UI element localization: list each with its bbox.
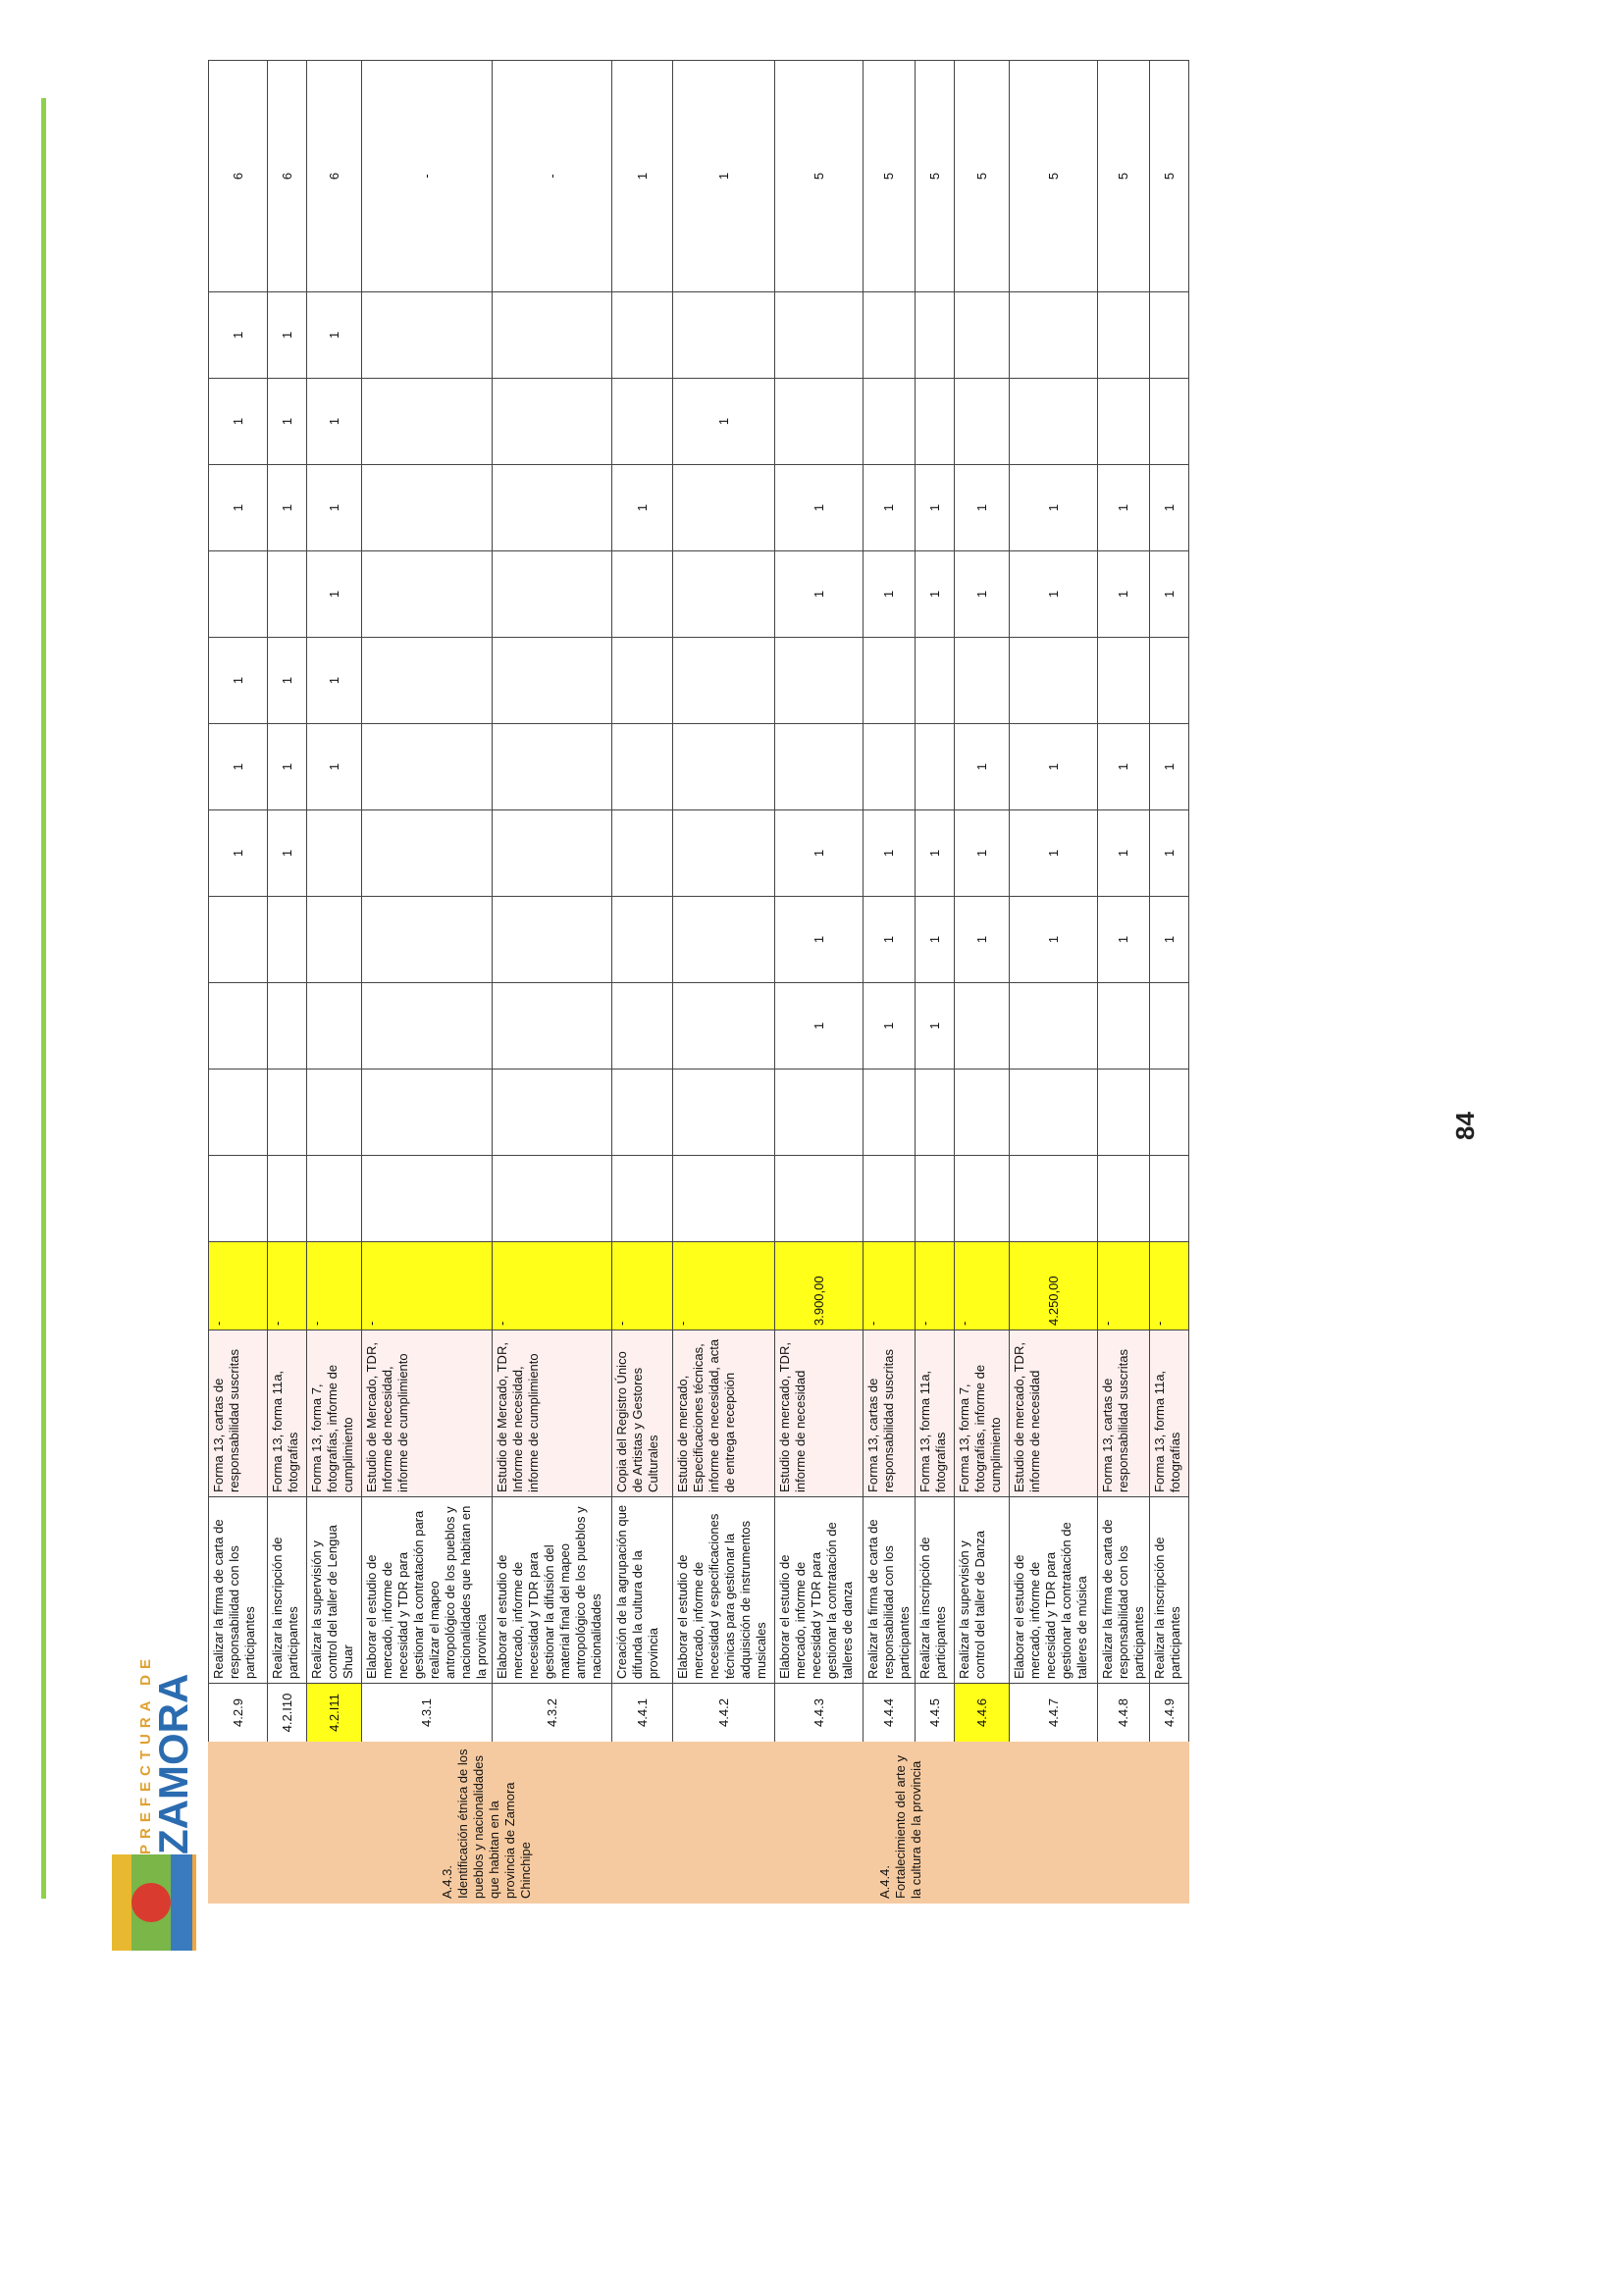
month-cell [307, 897, 362, 983]
total-cell: 6 [307, 61, 362, 292]
month-cell [916, 1156, 955, 1242]
activity-description: Realizar la inscripción de participantes [916, 1497, 955, 1684]
month-cell [1150, 638, 1189, 724]
activity-code: 4.4.4 [864, 1684, 916, 1743]
month-cell [307, 983, 362, 1070]
month-cell [209, 897, 268, 983]
month-cell [864, 292, 916, 379]
table-row [673, 61, 775, 1904]
month-cell [209, 983, 268, 1070]
month-cell: 1 [775, 465, 864, 551]
month-cell [1150, 379, 1189, 465]
month-cell [673, 897, 775, 983]
budget-cell: - [268, 1242, 307, 1331]
month-cell [209, 1156, 268, 1242]
month-cell [673, 1070, 775, 1156]
month-cell [1010, 983, 1098, 1070]
activity-description: Realizar la firma de carta de responsabilidad con los participantes [209, 1497, 268, 1684]
activity-description: Elaborar el estudio de mercado, informe de necesidad y especificaciones técnicas para gestionar la adquisición de instrumentos musicales [673, 1497, 775, 1684]
total-cell: - [493, 61, 612, 292]
page-margin-line [41, 98, 46, 1899]
month-cell [673, 465, 775, 551]
month-cell: 1 [209, 379, 268, 465]
month-cell [612, 983, 673, 1070]
month-cell: 1 [916, 465, 955, 551]
month-cell: 1 [916, 810, 955, 897]
month-cell: 1 [1150, 551, 1189, 638]
month-cell [673, 810, 775, 897]
activity-code: 4.4.9 [1150, 1684, 1189, 1743]
activity-description: Realizar la firma de carta de responsabilidad con los participantes [864, 1497, 916, 1684]
month-cell: 1 [775, 810, 864, 897]
month-cell [612, 897, 673, 983]
total-cell: 6 [209, 61, 268, 292]
month-cell [1098, 292, 1150, 379]
month-cell [673, 292, 775, 379]
month-cell: 1 [612, 465, 673, 551]
month-cell [1098, 638, 1150, 724]
month-cell: 1 [864, 810, 916, 897]
month-cell: 1 [955, 897, 1010, 983]
month-cell [1098, 983, 1150, 1070]
month-cell: 1 [209, 465, 268, 551]
month-cell [864, 379, 916, 465]
month-cell [362, 638, 493, 724]
verification-means: Forma 13, forma 11a, fotografías [268, 1331, 307, 1497]
month-cell: 1 [307, 724, 362, 810]
verification-means: Forma 13, forma 11a, fotografías [916, 1331, 955, 1497]
month-cell [612, 551, 673, 638]
month-cell [1150, 1070, 1189, 1156]
table-row [1010, 61, 1098, 1904]
total-cell: - [362, 61, 493, 292]
verification-means: Estudio de Mercado, TDR, Informe de necesidad, informe de cumplimiento [493, 1331, 612, 1497]
month-cell: 1 [864, 897, 916, 983]
month-cell [775, 1156, 864, 1242]
activity-description: Realizar la inscripción de participantes [1150, 1497, 1189, 1684]
verification-means: Forma 13, forma 7, fotografías, informe de cumplimiento [307, 1331, 362, 1497]
month-cell [268, 983, 307, 1070]
table-row [864, 61, 916, 1904]
month-cell: 1 [209, 292, 268, 379]
budget-cell: - [673, 1242, 775, 1331]
lead-cell [209, 1743, 362, 1904]
month-cell: 1 [775, 983, 864, 1070]
month-cell [362, 724, 493, 810]
month-cell: 1 [1010, 810, 1098, 897]
budget-cell: - [209, 1242, 268, 1331]
month-cell: 1 [307, 638, 362, 724]
total-cell: 5 [1010, 61, 1098, 292]
month-cell [955, 379, 1010, 465]
month-cell [775, 724, 864, 810]
month-cell [268, 551, 307, 638]
month-cell [493, 465, 612, 551]
verification-means: Forma 13, cartas de responsabilidad suscritas [864, 1331, 916, 1497]
activity-description: Elaborar el estudio de mercado, informe de necesidad y TDR para gestionar la contratación de talleres de danza [775, 1497, 864, 1684]
month-cell: 1 [209, 638, 268, 724]
month-cell [1010, 1070, 1098, 1156]
month-cell [612, 810, 673, 897]
month-cell: 1 [268, 724, 307, 810]
activity-code: 4.2.9 [209, 1684, 268, 1743]
activity-code: 4.4.6 [955, 1684, 1010, 1743]
activity-code: 4.4.3 [775, 1684, 864, 1743]
month-cell: 1 [1150, 897, 1189, 983]
month-cell [612, 1156, 673, 1242]
total-cell: 1 [673, 61, 775, 292]
month-cell [362, 379, 493, 465]
budget-cell: - [612, 1242, 673, 1331]
table-row [775, 61, 864, 1904]
month-cell: 1 [775, 551, 864, 638]
month-cell [1098, 1070, 1150, 1156]
month-cell: 1 [916, 983, 955, 1070]
month-cell [775, 292, 864, 379]
activity-code: 4.2.I10 [268, 1684, 307, 1743]
budget-cell: 4.250,00 [1010, 1242, 1098, 1331]
month-cell [775, 379, 864, 465]
verification-means: Estudio de mercado, TDR, informe de necesidad [1010, 1331, 1098, 1497]
activity-code: 4.2.I11 [307, 1684, 362, 1743]
month-cell [1010, 1156, 1098, 1242]
month-cell [1150, 983, 1189, 1070]
month-cell [673, 638, 775, 724]
activity-description: Creación de la agrupación que difunda la cultura de la provincia [612, 1497, 673, 1684]
month-cell [1010, 638, 1098, 724]
budget-cell: 3.900,00 [775, 1242, 864, 1331]
month-cell [916, 379, 955, 465]
month-cell [916, 724, 955, 810]
month-cell [955, 983, 1010, 1070]
month-cell [362, 292, 493, 379]
month-cell [955, 292, 1010, 379]
activity-description: Realizar la supervisión y control del taller de Danza [955, 1497, 1010, 1684]
month-cell: 1 [1010, 724, 1098, 810]
budget-cell: - [1098, 1242, 1150, 1331]
activity-code: 4.4.1 [612, 1684, 673, 1743]
total-cell: 1 [612, 61, 673, 292]
table-row [209, 61, 268, 1904]
month-cell [955, 1156, 1010, 1242]
month-cell [612, 724, 673, 810]
total-cell: 5 [1098, 61, 1150, 292]
table-row [307, 61, 362, 1904]
month-cell: 1 [268, 292, 307, 379]
month-cell [493, 638, 612, 724]
verification-means: Estudio de Mercado, TDR, Informe de necesidad, informe de cumplimiento [362, 1331, 493, 1497]
activity-description: Elaborar el estudio de mercado, informe de necesidad y TDR para gestionar la contratación para realizar el mapeo antropológico de los pueblos y nacionalidades que habitan en la provincia [362, 1497, 493, 1684]
month-cell [362, 810, 493, 897]
month-cell [493, 1070, 612, 1156]
month-cell [362, 1156, 493, 1242]
page-number: 84 [1450, 1112, 1480, 1140]
table-row [493, 61, 612, 1904]
table-row [916, 61, 955, 1904]
month-cell [362, 897, 493, 983]
month-cell [362, 983, 493, 1070]
month-cell [362, 465, 493, 551]
activity-code: 4.4.5 [916, 1684, 955, 1743]
brand-top: PREFECTURA DE [137, 1653, 154, 1854]
total-cell: 5 [916, 61, 955, 292]
activity-code: 4.3.2 [493, 1684, 612, 1743]
month-cell: 1 [955, 465, 1010, 551]
month-cell: 1 [864, 465, 916, 551]
month-cell: 1 [955, 551, 1010, 638]
budget-cell: - [362, 1242, 493, 1331]
month-cell: 1 [307, 292, 362, 379]
month-cell [673, 724, 775, 810]
total-cell: 5 [864, 61, 916, 292]
verification-means: Forma 13, forma 7, fotografías, informe de cumplimiento [955, 1331, 1010, 1497]
verification-means: Estudio de mercado, Especificaciones técnicas, informe de necesidad, acta de entrega recepción [673, 1331, 775, 1497]
month-cell [864, 638, 916, 724]
month-cell [673, 1156, 775, 1242]
month-cell: 1 [268, 810, 307, 897]
month-cell: 1 [1010, 465, 1098, 551]
budget-cell: - [493, 1242, 612, 1331]
month-cell: 1 [1150, 724, 1189, 810]
activity-code: 4.4.8 [1098, 1684, 1150, 1743]
month-cell: 1 [1098, 551, 1150, 638]
month-cell: 1 [307, 551, 362, 638]
month-cell [362, 551, 493, 638]
month-cell [493, 551, 612, 638]
brand-wordmark [137, 1653, 196, 1854]
table-row [955, 61, 1010, 1904]
month-cell: 1 [1098, 465, 1150, 551]
activity-plan-table [208, 60, 1189, 1904]
table-row [1150, 61, 1189, 1904]
brand-name: ZAMORA [150, 1673, 196, 1854]
month-cell [673, 983, 775, 1070]
month-cell [1010, 379, 1098, 465]
month-cell [955, 638, 1010, 724]
group-label: A.4.4. Fortalecimiento del arte y la cultura de la provincia [612, 1743, 1189, 1904]
table-row [1098, 61, 1150, 1904]
month-cell [307, 1156, 362, 1242]
table-row [362, 61, 493, 1904]
month-cell: 1 [1098, 897, 1150, 983]
month-cell [775, 1070, 864, 1156]
month-cell: 1 [673, 379, 775, 465]
month-cell [864, 1156, 916, 1242]
month-cell [916, 638, 955, 724]
month-cell: 1 [209, 724, 268, 810]
month-cell [307, 810, 362, 897]
month-cell: 1 [268, 638, 307, 724]
rotated-table-wrapper [208, 61, 1623, 1904]
month-cell: 1 [1010, 551, 1098, 638]
month-cell: 1 [864, 551, 916, 638]
month-cell: 1 [1150, 810, 1189, 897]
month-cell [864, 724, 916, 810]
table-row [268, 61, 307, 1904]
month-cell [268, 897, 307, 983]
month-cell: 1 [955, 724, 1010, 810]
group-label: A.4.3. Identificación étnica de los pueblos y nacionalidades que habitan en la provincia de Zamora Chinchipe [362, 1743, 612, 1904]
month-cell: 1 [916, 897, 955, 983]
activity-description: Elaborar el estudio de mercado, informe de necesidad y TDR para gestionar la contratación de talleres de música [1010, 1497, 1098, 1684]
month-cell: 1 [955, 810, 1010, 897]
month-cell [1010, 292, 1098, 379]
month-cell [307, 1070, 362, 1156]
total-cell: 6 [268, 61, 307, 292]
budget-cell: - [1150, 1242, 1189, 1331]
month-cell [493, 897, 612, 983]
month-cell: 1 [1098, 810, 1150, 897]
month-cell: 1 [307, 379, 362, 465]
table-row [612, 61, 673, 1904]
verification-means: Forma 13, forma 11a, fotografías [1150, 1331, 1189, 1497]
month-cell [612, 638, 673, 724]
month-cell [209, 551, 268, 638]
month-cell: 1 [268, 379, 307, 465]
verification-means: Estudio de mercado, TDR, informe de necesidad [775, 1331, 864, 1497]
budget-cell: - [864, 1242, 916, 1331]
month-cell: 1 [1098, 724, 1150, 810]
month-cell [268, 1156, 307, 1242]
month-cell [673, 551, 775, 638]
month-cell [268, 1070, 307, 1156]
verification-means: Copia del Registro Único de Artistas y Gestores Culturales [612, 1331, 673, 1497]
month-cell: 1 [1150, 465, 1189, 551]
activity-description: Realizar la inscripción de participantes [268, 1497, 307, 1684]
month-cell [612, 379, 673, 465]
activity-description: Elaborar el estudio de mercado, informe de necesidad y TDR para gestionar la difusión del material final del mapeo antropológico de los pueblos y nacionalidades [493, 1497, 612, 1684]
month-cell [955, 1070, 1010, 1156]
month-cell: 1 [916, 551, 955, 638]
month-cell [1150, 292, 1189, 379]
month-cell: 1 [268, 465, 307, 551]
verification-means: Forma 13, cartas de responsabilidad suscritas [1098, 1331, 1150, 1497]
month-cell [493, 983, 612, 1070]
month-cell [864, 1070, 916, 1156]
budget-cell: - [916, 1242, 955, 1331]
total-cell: 5 [1150, 61, 1189, 292]
month-cell: 1 [307, 465, 362, 551]
activity-description: Realizar la firma de carta de responsabilidad con los participantes [1098, 1497, 1150, 1684]
month-cell [493, 292, 612, 379]
month-cell [775, 638, 864, 724]
month-cell: 1 [209, 810, 268, 897]
month-cell [916, 292, 955, 379]
month-cell [612, 292, 673, 379]
month-cell: 1 [1010, 897, 1098, 983]
month-cell [493, 379, 612, 465]
month-cell [209, 1070, 268, 1156]
month-cell [1098, 1156, 1150, 1242]
month-cell [1098, 379, 1150, 465]
activity-code: 4.4.2 [673, 1684, 775, 1743]
total-cell: 5 [955, 61, 1010, 292]
month-cell [1150, 1156, 1189, 1242]
month-cell [916, 1070, 955, 1156]
total-cell: 5 [775, 61, 864, 292]
month-cell [493, 724, 612, 810]
activity-description: Realizar la supervisión y control del taller de Lengua Shuar [307, 1497, 362, 1684]
budget-cell: - [955, 1242, 1010, 1331]
activity-code: 4.4.7 [1010, 1684, 1098, 1743]
budget-cell: - [307, 1242, 362, 1331]
activity-code: 4.3.1 [362, 1684, 493, 1743]
month-cell: 1 [864, 983, 916, 1070]
month-cell [493, 810, 612, 897]
month-cell [362, 1070, 493, 1156]
month-cell [612, 1070, 673, 1156]
month-cell [493, 1156, 612, 1242]
month-cell: 1 [775, 897, 864, 983]
verification-means: Forma 13, cartas de responsabilidad suscritas [209, 1331, 268, 1497]
